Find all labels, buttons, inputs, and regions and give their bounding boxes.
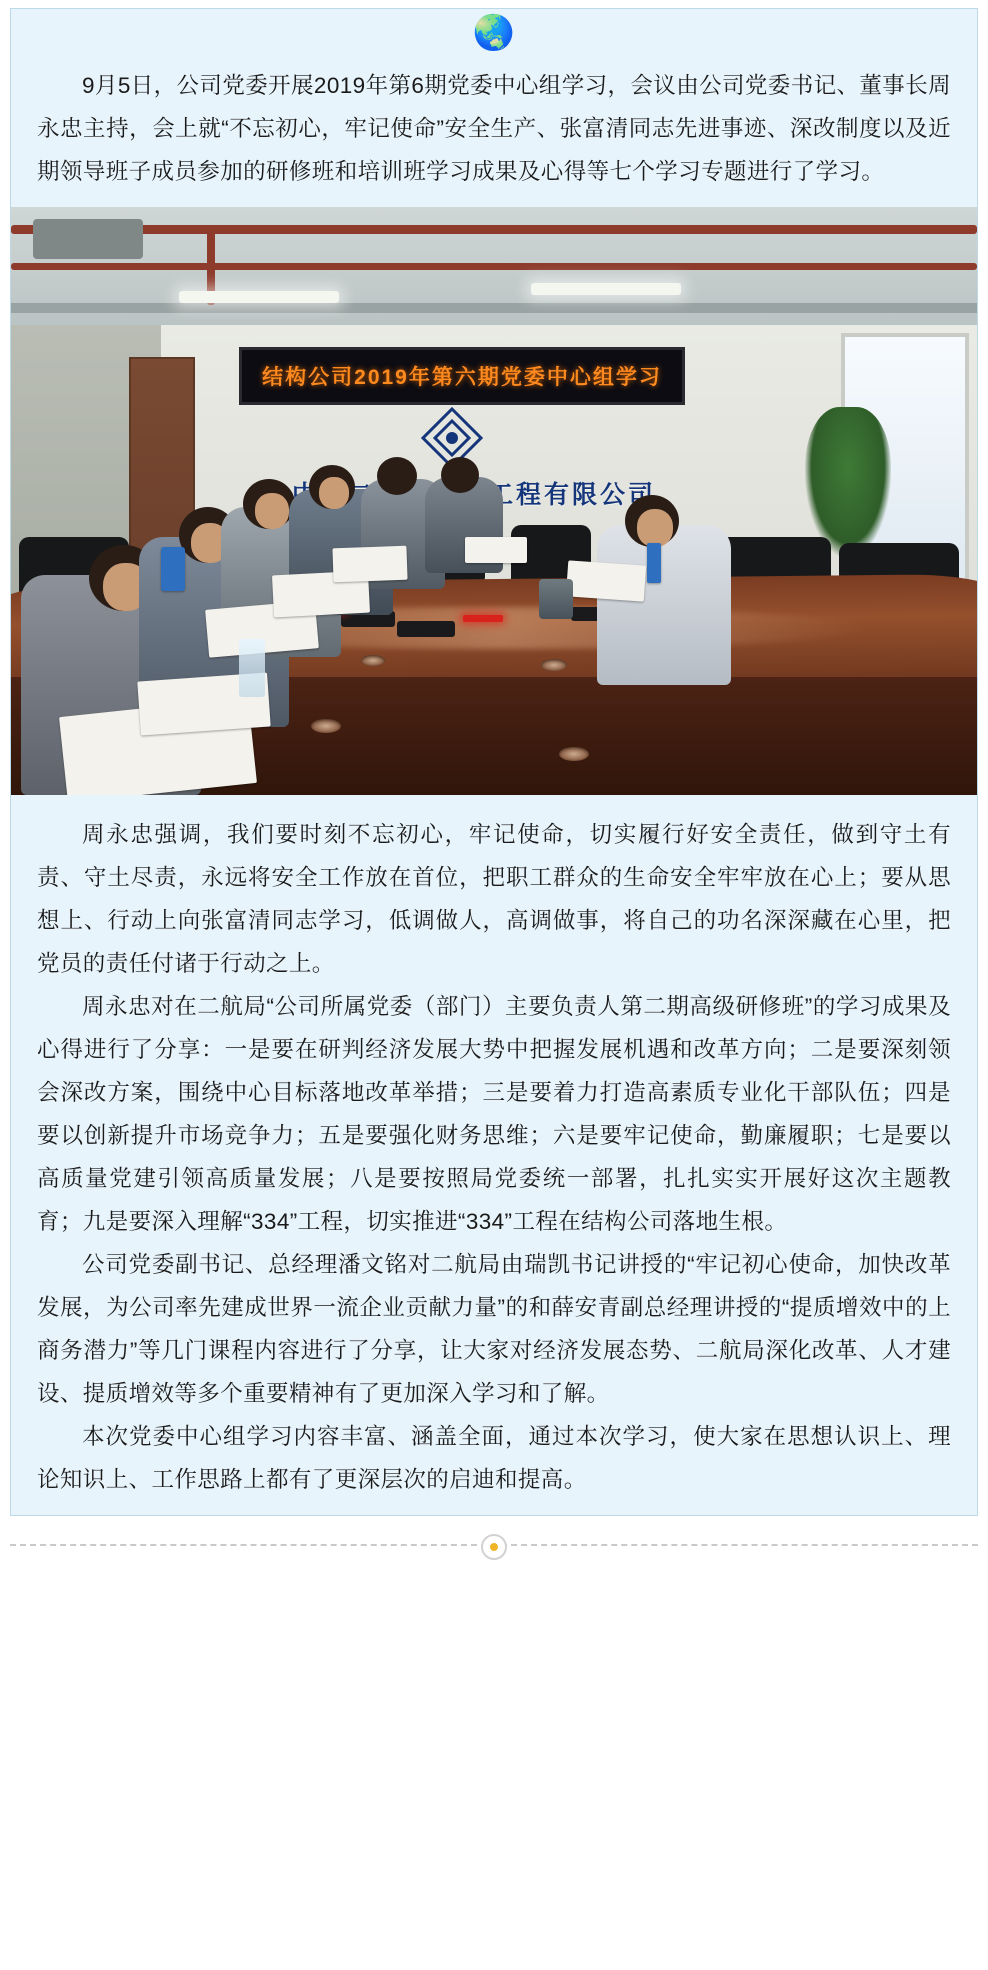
intro-paragraph: 9月5日，公司党委开展2019年第6期党委中心组学习，会议由公司党委书记、董事长周永忠主持，会上就“不忘初心，牢记使命”安全生产、张富清同志先进事迹、深改制度以及近期领导班子成员参加的研修班和培训班学习成果及心得等七个学习专题进行了学习。 [37,73,951,185]
ceiling-light-2 [531,283,681,295]
ceiling-beam [11,303,977,313]
attendee-face [637,509,673,547]
tea-cup [539,579,573,619]
ceiling-pipe-1 [11,225,977,234]
footer-divider [10,1530,978,1560]
led-banner-text: 结构公司2019年第六期党委中心组学习 [262,366,662,390]
body-paragraph-2: 周永忠对在二航局“公司所属党委（部门）主要负责人第二期高级研修班”的学习成果及心得进行了分享：一是要在研判经济发展大势中把握发展机遇和改革方向；二是要深刻领会深改方案，围绕中心目标落地改革举措；三是要着力打造高素质专业化干部队伍；四是要以创新提升市场竞争力；五是要强化财务思维；六是要牢记使命，勤廉履职；七是要以高质量党建引领高质量发展；八是要按照局党委统一部署，扎扎实实开展好这次主题教育；九是要深入理解“334”工程，切实推进“334”工程在结构公司落地生根。 [37,994,951,1235]
body-paragraph-1: 周永忠强调，我们要时刻不忘初心，牢记使命，切实履行好安全责任，做到守土有责、守土尽责，永远将安全工作放在首位，把职工群众的生命安全牢牢放在心上；要从思想上、行动上向张富清同志学习，低调做人，高调做事，将自己的功名深深藏在心里，把党员的责任付诸于行动之上。 [37,822,951,977]
body-paragraph-4: 本次党委中心组学习内容丰富、涵盖全面，通过本次学习，使大家在思想认识上、理论知识上、工作思路上都有了更深层次的启迪和提高。 [37,1424,951,1493]
potted-plant [805,407,891,557]
attendee-lanyard [161,547,185,591]
article-card [10,8,978,1516]
water-glass [239,639,265,697]
attendee-face [319,477,349,509]
body-block [11,795,977,1501]
globe-icon: 🌏 [472,14,516,52]
ceiling-pipe-2 [11,263,977,270]
document [465,537,527,563]
attendee [597,525,731,685]
meeting-photo [11,207,977,795]
microphone [397,621,455,637]
ac-unit [33,219,143,259]
microphone-led [463,615,503,622]
document [332,546,407,583]
ceiling-light-1 [179,291,339,303]
body-paragraph-3: 公司党委副书记、总经理潘文铭对二航局由瑞凯书记讲授的“牢记初心使命，加快改革发展，为公司率先建成世界一流企业贡献力量”的和薛安青副总经理讲授的“提质增效中的上商务潜力”等几门课程内容进行了分享，让大家对经济发展态势、二航局深化改革、人才建设、提质增效等多个重要精神有了更加深入学习和了解。 [37,1252,951,1407]
intro-block [11,54,977,207]
photo-wrap [11,207,977,795]
attendee-face [255,493,289,529]
attendee-lanyard [647,543,661,583]
document [566,561,646,602]
divider-dot-icon [481,1534,507,1560]
led-banner [239,347,685,405]
